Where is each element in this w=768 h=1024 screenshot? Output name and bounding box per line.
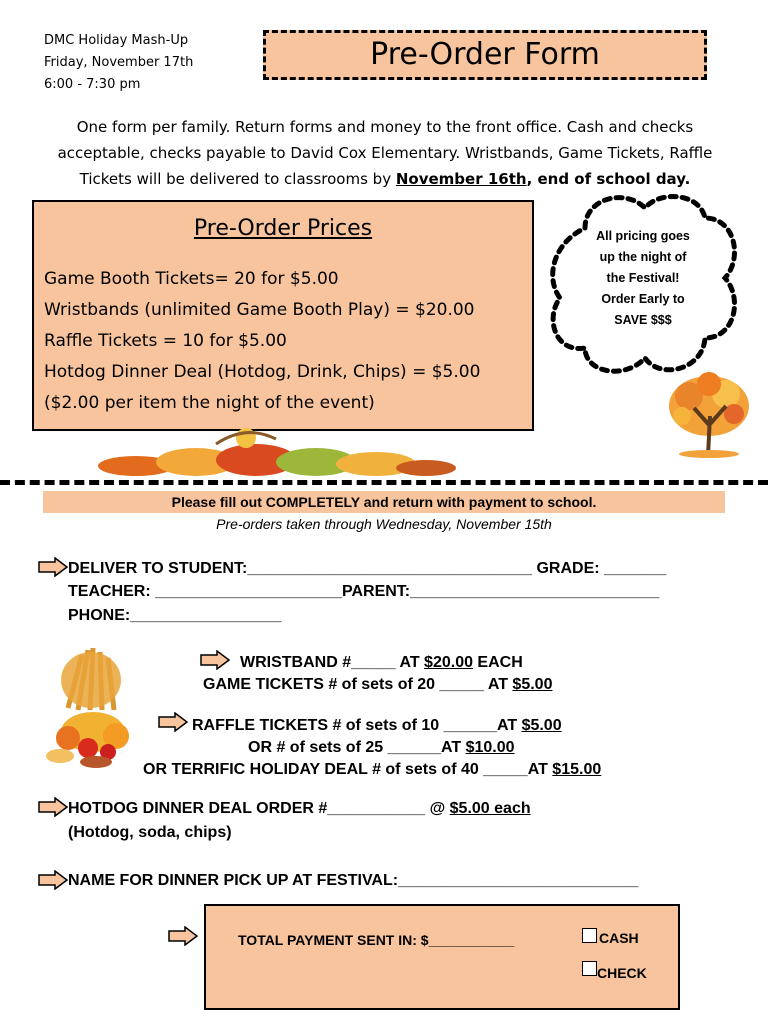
cloud-line: All pricing goes bbox=[596, 229, 690, 243]
intro-text: One form per family. Return forms and money to the front office. Cash and checks acceptable, checks payable to David Cox Elementary. Wristbands, Game Tickets, Raffle Tickets will be delivered to classrooms by bbox=[57, 118, 713, 188]
preorder-deadline-note: Pre-orders taken through Wednesday, November 15th bbox=[216, 516, 552, 532]
total-payment-box bbox=[204, 904, 680, 1010]
price-item: Wristbands (unlimited Game Booth Play) = $20.00 bbox=[44, 300, 475, 320]
arrow-right-icon bbox=[168, 926, 198, 946]
prices-list bbox=[44, 264, 514, 419]
event-time: 6:00 - 7:30 pm bbox=[44, 77, 141, 92]
arrow-right-icon bbox=[158, 712, 188, 732]
hotdog-order-field[interactable] bbox=[68, 798, 531, 820]
raffle-40-label: OR TERRIFIC HOLIDAY DEAL # of sets of 40 _____AT bbox=[143, 761, 553, 778]
deliver-to-student-field[interactable]: DELIVER TO STUDENT:________________________________ GRADE: _______ bbox=[68, 560, 667, 577]
wristband-label: WRISTBAND #_____ AT bbox=[240, 654, 425, 671]
raffle-40-price: $15.00 bbox=[552, 761, 602, 778]
event-name: DMC Holiday Mash-Up bbox=[44, 33, 189, 48]
price-item: Hotdog Dinner Deal (Hotdog, Drink, Chips) = $5.00 ($2.00 per item the night of the event) bbox=[44, 362, 481, 413]
total-payment-field[interactable]: TOTAL PAYMENT SENT IN: $___________ bbox=[238, 932, 515, 948]
cash-label: CASH bbox=[599, 930, 639, 946]
raffle-25-field[interactable] bbox=[248, 737, 515, 759]
raffle-10-field[interactable] bbox=[192, 715, 562, 737]
price-item: Raffle Tickets = 10 for $5.00 bbox=[44, 331, 287, 351]
harvest-cornucopia-image bbox=[38, 640, 144, 772]
event-info bbox=[44, 30, 193, 96]
cut-line-divider bbox=[0, 480, 768, 485]
raffle-25-price: $10.00 bbox=[465, 739, 515, 756]
arrow-right-icon bbox=[38, 557, 68, 577]
prices-box bbox=[32, 200, 534, 431]
hotdog-label: HOTDOG DINNER DEAL ORDER #___________ @ bbox=[68, 800, 450, 817]
intro-suffix: , end of school day. bbox=[526, 170, 691, 188]
intro-deadline: November 16th bbox=[395, 170, 527, 188]
arrow-right-icon bbox=[38, 797, 68, 817]
hotdog-note: (Hotdog, soda, chips) bbox=[68, 824, 232, 841]
raffle-10-price: $5.00 bbox=[521, 717, 562, 734]
check-checkbox[interactable] bbox=[582, 961, 597, 976]
raffle-40-field[interactable] bbox=[143, 759, 601, 781]
game-tickets-price: $5.00 bbox=[512, 676, 553, 693]
cloud-line: Order Early to bbox=[601, 292, 685, 306]
raffle-25-label: OR # of sets of 25 ______AT bbox=[248, 739, 466, 756]
fill-out-banner: Please fill out COMPLETELY and return with payment to school. bbox=[43, 491, 725, 513]
wristband-field[interactable] bbox=[240, 652, 523, 674]
cloud-line: up the night of bbox=[599, 250, 687, 264]
intro-paragraph bbox=[40, 114, 730, 192]
cloud-callout-text bbox=[578, 226, 708, 331]
autumn-tree-image bbox=[664, 366, 754, 458]
wristband-price: $20.00 bbox=[424, 654, 473, 671]
cloud-line: SAVE $$$ bbox=[614, 313, 672, 327]
raffle-10-label: RAFFLE TICKETS # of sets of 10 ______AT bbox=[192, 717, 522, 734]
autumn-leaves-image bbox=[96, 424, 458, 480]
dinner-pickup-name-field[interactable]: NAME FOR DINNER PICK UP AT FESTIVAL:___________________________ bbox=[68, 872, 639, 889]
arrow-right-icon bbox=[38, 870, 68, 890]
prices-title: Pre-Order Prices bbox=[193, 216, 373, 241]
game-tickets-field[interactable] bbox=[203, 674, 552, 696]
cash-checkbox[interactable] bbox=[582, 928, 597, 943]
page-title: Pre-Order Form bbox=[263, 30, 707, 80]
price-item: Game Booth Tickets= 20 for $5.00 bbox=[44, 269, 339, 289]
arrow-right-icon bbox=[200, 650, 230, 670]
cloud-line: the Festival! bbox=[606, 271, 680, 285]
teacher-parent-field[interactable]: TEACHER: _____________________PARENT:____________________________ bbox=[68, 583, 660, 600]
phone-field[interactable]: PHONE:_________________ bbox=[68, 607, 282, 624]
check-label: CHECK bbox=[597, 965, 647, 981]
event-date: Friday, November 17th bbox=[44, 55, 194, 70]
wristband-suffix: EACH bbox=[472, 654, 523, 671]
game-tickets-label: GAME TICKETS # of sets of 20 _____ AT bbox=[203, 676, 513, 693]
hotdog-price: $5.00 each bbox=[449, 800, 531, 817]
